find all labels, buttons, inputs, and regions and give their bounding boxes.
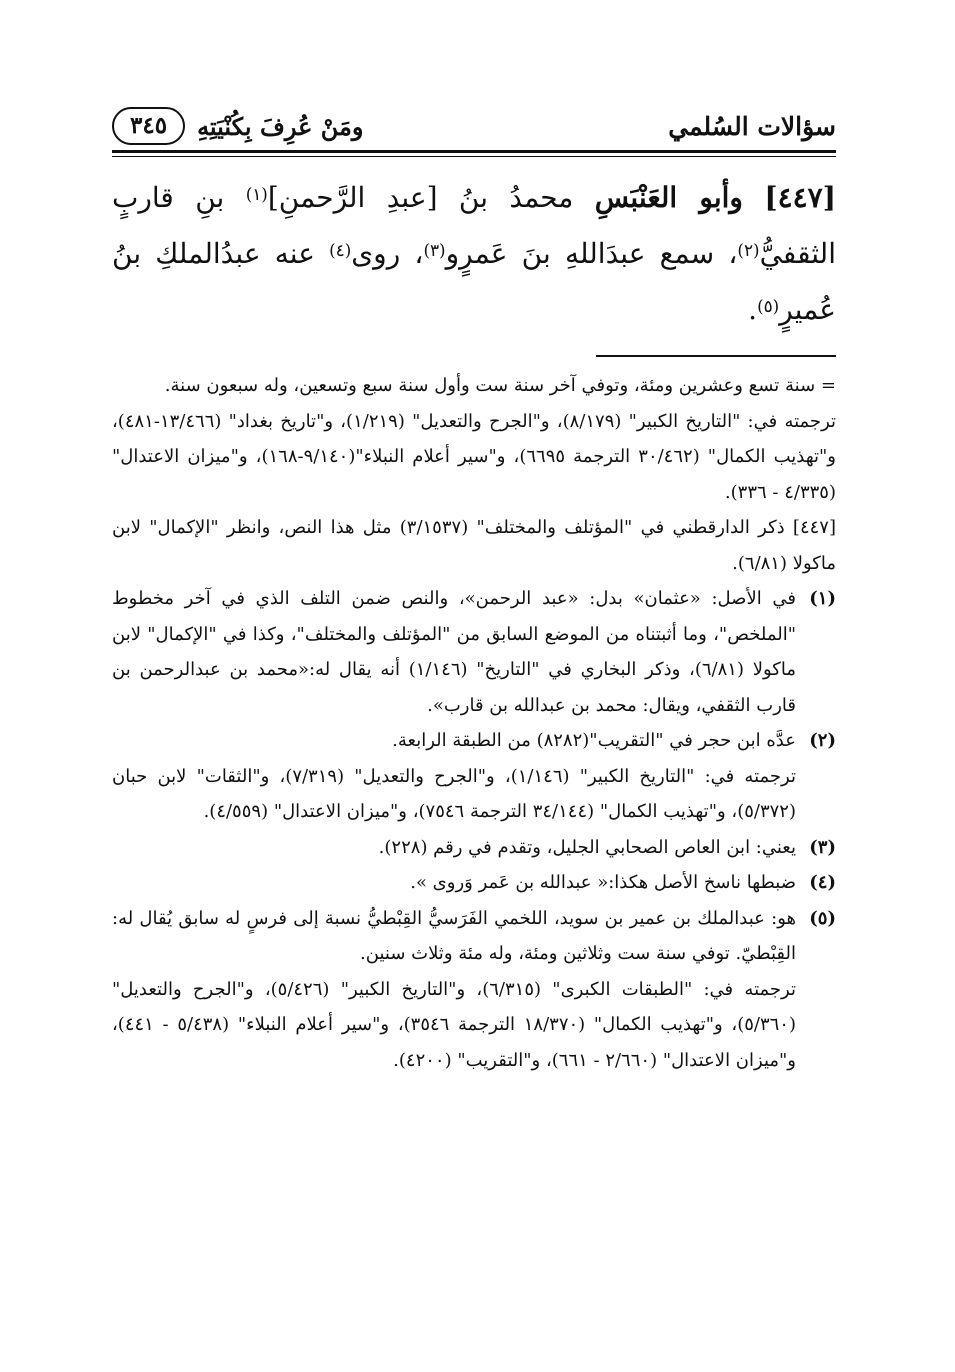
entry-text-2: بنِ قاربٍ الثقفيُّ <box>112 181 836 270</box>
entry-number: [٤٤٧] <box>764 181 836 214</box>
footnote-ref-4: (٤) <box>329 240 352 261</box>
footnote-text: عدَّه ابن حجر في "التقريب"(٨٢٨٢) من الطبقة الرابعة. <box>392 730 796 751</box>
footnote-body <box>112 901 796 1079</box>
header-rule-thick <box>112 150 836 153</box>
entry-note: [٤٤٧] ذكر الدارقطني في "المؤتلف والمختلف" (٣/١٥٣٧) مثل هذا النص، وانظر "الإكمال" لابن ماكولا (٦/٨١). <box>112 517 836 574</box>
chapter-title: ومَنْ عُرِفَ بِكُنْيَتِهِ <box>197 111 364 141</box>
page-header <box>112 96 836 156</box>
footnote-4 <box>112 865 836 901</box>
footnote-number: (٤) <box>809 872 836 893</box>
entry-text-6: . <box>748 293 758 326</box>
footnote-number: (٣) <box>809 836 836 858</box>
footnote-ref-1: (١) <box>245 184 268 205</box>
footnote-text: يعني: ابن العاص الصحابي الجليل، وتقدم في رقم (٢٢٨). <box>378 836 796 858</box>
footnote-separator <box>596 355 836 357</box>
entry-text-1: محمدُ بنُ [عبدِ الرَّحمنِ] <box>267 181 574 214</box>
book-title: سؤالات السُلمي <box>668 111 836 141</box>
footnote-number: (٥) <box>809 907 836 929</box>
footnote-1 <box>112 581 836 723</box>
footnote-text: ترجمته في: "الطبقات الكبرى" (٦/٣١٥)، و"التاريخ الكبير" (٥/٤٢٦)، و"الجرح والتعديل" (٥/٣٦٠)، و"تهذيب الكمال" (١٨/٣٧٠ الترجمة ٣٥٤٦)، و"سير أعلام النبلاء" (٥/٤٣٨ - ٤٤١)، و"ميزان الاعتدال" (٢/٦٦٠ - ٦٦١)، و"التقريب" (٤٢٠٠). <box>112 978 796 1071</box>
main-entry <box>112 170 836 338</box>
footnote-3 <box>112 830 836 866</box>
footnote-ref-3: (٣) <box>423 240 446 261</box>
entry-text-5: عنه عبدُالملكِ بنُ عُميرٍ <box>112 237 836 326</box>
footnote-ref-5: (٥) <box>757 296 780 317</box>
footnote-number: (١) <box>809 588 836 609</box>
continued-note-2: ترجمته في: "التاريخ الكبير" (٨/١٧٩)، و"الجرح والتعديل" (١/٢١٩)، و"تاريخ بغداد" (١٣/٤٦٦-٤٨١)، و"تهذيب الكمال" (٣٠/٤٦٢ الترجمة ٦٦٩٥)، و"سير أعلام النبلاء"(٩/١٤٠-١٦٨)، و"ميزان الاعتدال" (٤/٣٣٥ - ٣٣٦). <box>112 410 837 503</box>
page-number: ٣٤٥ <box>112 107 185 145</box>
entry-name: وأبو العَنْبَسِ <box>594 181 743 214</box>
footnote-body <box>112 723 796 830</box>
footnote-number: (٢) <box>809 730 836 751</box>
footnotes <box>112 368 836 1078</box>
footnote-5 <box>112 901 836 1079</box>
continued-note-1: = سنة تسع وعشرين ومئة، وتوفي آخر سنة ست وأول سنة سبع وتسعين، وله سبعون سنة. <box>164 375 836 396</box>
header-left-group <box>112 107 363 145</box>
entry-text-3: ، سمع عبدَاللهِ بنَ عَمرٍو <box>445 237 738 270</box>
footnote-text: ترجمته في: "التاريخ الكبير" (١/١٤٦)، و"الجرح والتعديل" (٧/٣١٩)، و"الثقات" لابن حبان (٥/٣٧٢)، و"تهذيب الكمال" (٣٤/١٤٤ الترجمة ٧٥٤٦)، و"ميزان الاعتدال" (٤/٥٥٩). <box>112 765 796 822</box>
footnote-ref-2: (٢) <box>737 240 760 261</box>
footnote-text: ضبطها ناسخ الأصل هكذا:« عبدالله بن عَمر وَروى ». <box>410 872 796 893</box>
footnote-2 <box>112 723 836 830</box>
header-rule-thin <box>112 156 836 157</box>
footnote-text: في الأصل: «عثمان» بدل: «عبد الرحمن»، والنص ضمن التلف الذي في آخر مخطوط "الملخص"، وما أثبتناه من الموضع السابق من "المؤتلف والمختلف"، وكذا في "الإكمال" لابن ماكولا (٦/٨١)، وذكر البخاري في "التاريخ" (١/١٤٦) أنه يقال له:«محمد بن عبدالرحمن بن قارب الثقفي، ويقال: محمد بن عبدالله بن قارب». <box>112 588 796 716</box>
footnote-text: هو: عبدالملك بن عمير بن سويد، اللخمي الفَرَسيُّ القِبْطيُّ نسبة إلى فرسٍ له سابق يُقال له: القِبْطيّ. توفي سنة ست وثلاثين ومئة، وله مئة وثلاث سنين. <box>112 907 796 964</box>
entry-text-4: ، روى <box>351 237 424 270</box>
